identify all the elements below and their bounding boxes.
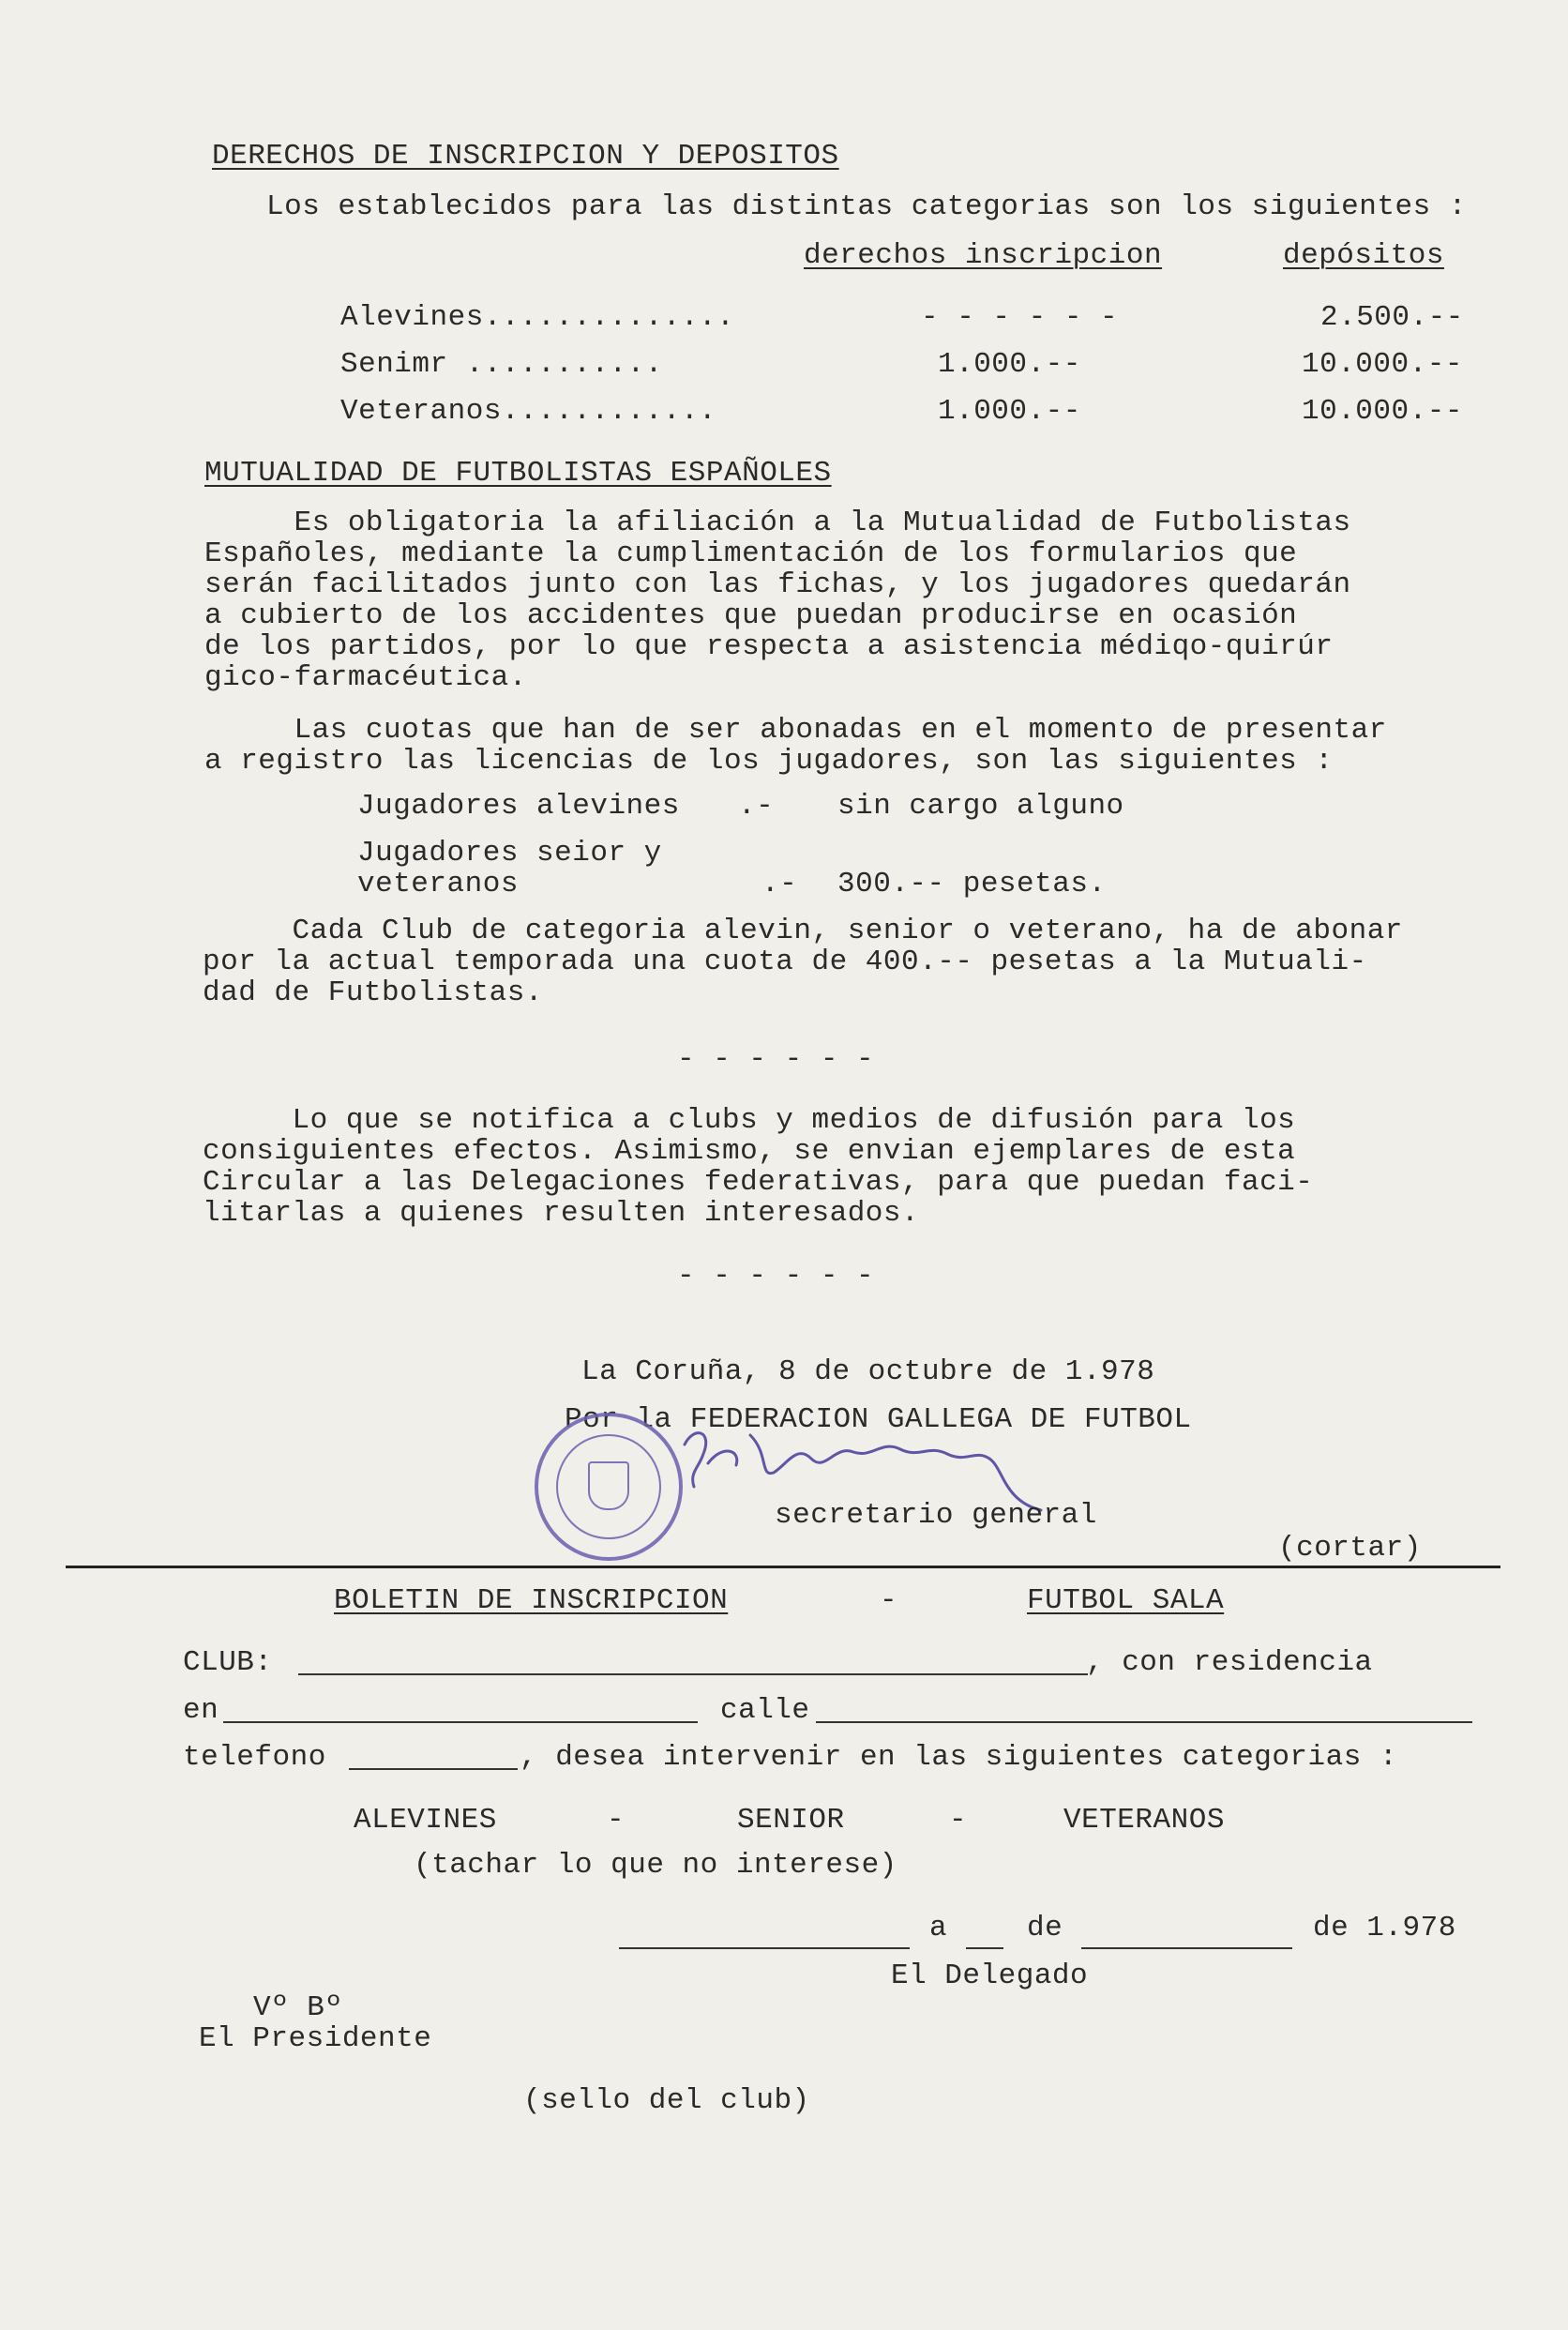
notice-line: consiguientes efectos. Asimismo, se envian ejemplares de esta [203, 1135, 1296, 1168]
form-title-sep: - [880, 1584, 898, 1617]
fee-row-category: Veteranos............ [340, 395, 717, 428]
fee-row-fee: - - - - - - [921, 301, 1119, 334]
street-label: calle [720, 1694, 810, 1727]
date-a-label: a [929, 1912, 948, 1944]
mutual-para3-line: por la actual temporada una cuota de 400.-- pesetas a la Mutuali- [203, 946, 1367, 978]
quota-label: veteranos [357, 868, 519, 900]
date-day-field[interactable] [966, 1947, 1003, 1949]
cut-label: (cortar) [1278, 1532, 1422, 1565]
form-subtitle: FUTBOL SALA [1027, 1584, 1225, 1617]
category-sep: - [949, 1804, 968, 1837]
fee-row-deposit: 10.000.-- [1302, 348, 1463, 381]
quota-label: Jugadores alevines [357, 790, 680, 823]
quota-value: sin cargo alguno [837, 790, 1124, 823]
fees-heading: DERECHOS DE INSCRIPCION Y DEPOSITOS [212, 140, 839, 173]
club-field[interactable] [298, 1673, 1088, 1675]
vobo-label: Vº Bº [253, 1991, 343, 2024]
mutual-para2-line: a registro las licencias de los jugadores, son las siguientes : [204, 745, 1334, 778]
date-year-label: de 1.978 [1313, 1912, 1456, 1944]
wish-label: , desea intervenir en las siguientes categorias : [520, 1741, 1398, 1774]
federation-by: Por la FEDERACION GALLEGA DE FUTBOL [565, 1403, 1192, 1436]
seal-label: (sello del club) [523, 2084, 810, 2117]
date-de-label: de [1027, 1912, 1063, 1944]
separator: - - - - - - [677, 1260, 875, 1293]
mutual-para2-line: Las cuotas que han de ser abonadas en el momento de presentar [204, 714, 1387, 747]
location-field[interactable] [223, 1721, 698, 1723]
shield-icon [588, 1461, 629, 1510]
federation-stamp [535, 1413, 683, 1561]
form-title: BOLETIN DE INSCRIPCION [334, 1584, 729, 1617]
delegate-label: El Delegado [891, 1959, 1089, 1992]
quota-sep: .- [738, 790, 775, 823]
fee-row-fee: 1.000.-- [938, 395, 1081, 428]
mutual-para1-line: gico-farmacéutica. [204, 661, 527, 694]
category-option: VETERANOS [1063, 1804, 1225, 1837]
president-label: El Presidente [199, 2022, 432, 2055]
fees-col-header: derechos inscripcion [804, 239, 1163, 272]
quota-label: Jugadores seior y [357, 837, 662, 870]
fees-intro: Los establecidos para las distintas categorias son los siguientes : [266, 190, 1467, 223]
quota-value: 300.-- pesetas. [837, 868, 1107, 900]
place-date: La Coruña, 8 de octubre de 1.978 [581, 1355, 1155, 1388]
mutual-para1-line: Españoles, mediante la cumplimentación de los formularios que [204, 537, 1298, 570]
fee-row-fee: 1.000.-- [938, 348, 1081, 381]
mutual-para1-line: a cubierto de los accidentes que puedan producirse en ocasión [204, 599, 1298, 632]
phone-label: telefono [183, 1741, 326, 1774]
strike-note: (tachar lo que no interese) [414, 1849, 897, 1882]
notice-line: Lo que se notifica a clubs y medios de difusión para los [203, 1104, 1296, 1137]
notice-line: litarlas a quienes resulten interesados. [203, 1197, 920, 1230]
quota-sep: .- [761, 868, 798, 900]
phone-field[interactable] [349, 1768, 518, 1770]
cut-line [66, 1566, 1500, 1568]
residence-label: , con residencia [1086, 1646, 1373, 1679]
mutual-heading: MUTUALIDAD DE FUTBOLISTAS ESPAÑOLES [204, 457, 832, 490]
notice-line: Circular a las Delegaciones federativas, para que puedan faci- [203, 1166, 1314, 1199]
location-label: en [183, 1694, 219, 1727]
mutual-para1-line: de los partidos, por lo que respecta a asistencia médiqo-quirúr [204, 630, 1334, 663]
mutual-para1-line: Es obligatoria la afiliación a la Mutualidad de Futbolistas [204, 507, 1351, 539]
club-label: CLUB: [183, 1646, 273, 1679]
category-option: ALEVINES [354, 1804, 497, 1837]
mutual-para3-line: dad de Futbolistas. [203, 976, 543, 1009]
date-place-field[interactable] [619, 1947, 910, 1949]
category-sep: - [607, 1804, 626, 1837]
deposit-col-header: depósitos [1283, 239, 1444, 272]
fee-row-deposit: 10.000.-- [1302, 395, 1463, 428]
date-month-field[interactable] [1081, 1947, 1292, 1949]
mutual-para3-line: Cada Club de categoria alevin, senior o veterano, ha de abonar [203, 915, 1403, 947]
street-field[interactable] [816, 1721, 1472, 1723]
mutual-para1-line: serán facilitados junto con las fichas, y los jugadores quedarán [204, 568, 1351, 601]
fee-row-category: Senimr ........... [340, 348, 663, 381]
category-option: SENIOR [737, 1804, 845, 1837]
secretary-role: secretario general [775, 1499, 1097, 1532]
fee-row-category: Alevines.............. [340, 301, 735, 334]
separator: - - - - - - [677, 1043, 875, 1076]
fee-row-deposit: 2.500.-- [1320, 301, 1464, 334]
